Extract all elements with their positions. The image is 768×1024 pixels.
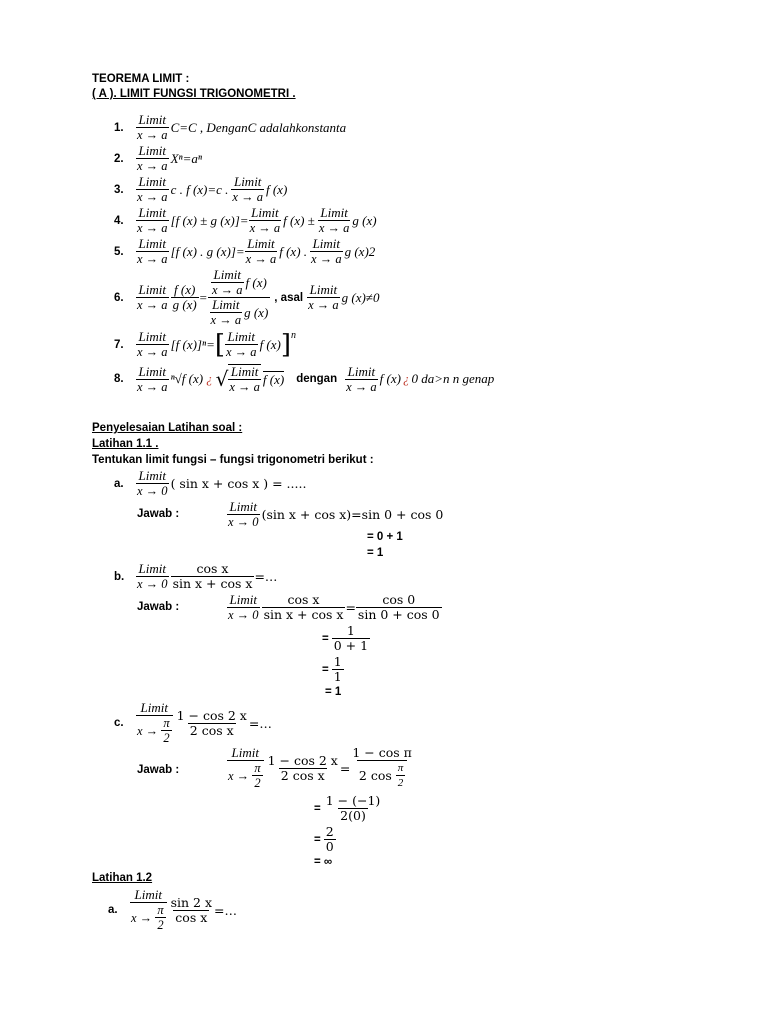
- theorem-number: 5.: [114, 245, 124, 258]
- answer-a-line-1: [227, 500, 443, 529]
- answer-c-line-4: = ∞: [314, 856, 333, 868]
- limit-fraction: Limit x → a f (x) Limit x → a g (x): [208, 268, 271, 327]
- limit-operator: Limit x → a: [311, 236, 342, 266]
- theorem-6: [114, 268, 379, 327]
- latihan-1-2-heading: Latihan 1.2: [92, 872, 153, 884]
- fraction: $\frac{\cos 0}{\sin 0 + \cos 0}$: [357, 592, 440, 622]
- problem-label: a.: [108, 904, 118, 916]
- jawab-label: Jawab :: [137, 764, 180, 776]
- exponent: n: [291, 330, 297, 341]
- asal-label: , asal: [274, 291, 304, 304]
- problem-a: [114, 469, 306, 498]
- fraction: $\frac{f (x)}{g (x)}$: [172, 282, 197, 312]
- theorem-expression: 0 da>n n genap: [411, 371, 495, 386]
- limit-operator: Limit x → 0: [137, 468, 168, 498]
- theorem-number: 4.: [114, 214, 124, 227]
- theorem-expression: ⁿ√f (x): [170, 371, 204, 386]
- theorem-expression: Xⁿ=aⁿ: [170, 150, 202, 166]
- theorem-expression: f (x) ±: [283, 212, 315, 228]
- fraction: 1 − cos π 2 cos $\frac{\pi}{2}$: [352, 745, 412, 789]
- fraction: $\frac{2}{0}$: [325, 824, 334, 854]
- answer-a-line-3: = 1: [367, 547, 384, 559]
- limit-operator: Limit x → a: [249, 205, 281, 235]
- theorem-number: 7.: [114, 338, 124, 351]
- problem-b: [114, 562, 277, 591]
- limit-operator: Limit x → a: [137, 174, 168, 204]
- jawab-label: Jawab :: [137, 601, 180, 613]
- limit-operator: Limit x → a: [137, 236, 168, 266]
- limit-operator: Limit x → a: [346, 363, 377, 394]
- limit-operator: Limit x → a: [245, 236, 277, 266]
- theorem-expression: C=C , DenganC adalahkonstanta: [170, 119, 347, 135]
- theorem-expression: c . f (x)=c .: [170, 181, 229, 197]
- limit-operator: Limit x → 0: [137, 561, 168, 591]
- right-bracket: ]: [280, 329, 292, 360]
- limit-operator: Limit x → a: [308, 282, 339, 312]
- fraction: $\frac{\sin 2 x}{\text{cos x}}$: [170, 894, 212, 925]
- problem-label: b.: [114, 570, 125, 583]
- unknown-glyph: ¿: [402, 371, 410, 386]
- answer-c-line-1: Limit x → $\frac{\pi}{2}$ $\frac{1 - \cos 2 x}{\text{2 cos x}}$ = 1 − cos π 2 cos $\frac{\pi}{2}$: [228, 745, 412, 790]
- answer-a-line-2: = 0 + 1: [367, 531, 403, 543]
- limit-operator: Limit x → a: [137, 282, 168, 312]
- limit-operator: Limit x → a: [137, 363, 168, 394]
- theorem-expression: [f (x) ± g (x)]=: [170, 212, 249, 228]
- theorem-3: [114, 175, 287, 204]
- limit-operator: Limit x → $\frac{\pi}{2}$: [136, 701, 173, 745]
- fraction: $\frac{1 - \cos 2 x}{\text{2 cos x}}$: [176, 707, 247, 738]
- fraction: $\frac{1 - \cos 2 x}{\text{2 cos x}}$: [267, 752, 338, 783]
- fraction: $\frac{\text{cos x}}{\text{sin x + cos x}}$: [263, 592, 344, 622]
- instruction-text: Tentukan limit fungsi – fungsi trigonometri berikut :: [92, 454, 374, 466]
- limit-operator: Limit x → a: [318, 205, 350, 235]
- problem-c: [114, 701, 272, 745]
- fraction: $\frac{1 - (-1)}{2(0)}$: [325, 793, 381, 823]
- limit-operator: Limit x → $\frac{\pi}{2}$: [227, 746, 264, 790]
- theorem-expression: g (x): [352, 212, 377, 228]
- theorem-expression: f (x): [265, 181, 288, 197]
- theorem-number: 8.: [114, 373, 124, 385]
- doc-title: TEOREMA LIMIT :: [92, 73, 190, 85]
- theorem-expression: [f (x) . g (x)]=: [170, 243, 245, 259]
- limit-operator: Limit x → a: [137, 329, 168, 359]
- limit-operator: Limit x → 0: [228, 499, 259, 529]
- problem-expression: ( sin x + cos x ) = .....: [170, 476, 307, 491]
- theorem-5: [114, 237, 375, 266]
- unknown-glyph: ¿: [206, 371, 213, 386]
- problem-tail: =…: [248, 715, 272, 731]
- limit-operator: Limit x → a: [137, 112, 168, 142]
- answer-c-line-2: = $\frac{1 - (-1)}{2(0)}$: [314, 793, 381, 823]
- theorem-1: [114, 113, 346, 142]
- problem-1-2-a: [108, 888, 237, 932]
- dengan-label: dengan: [296, 373, 338, 385]
- doc-subtitle: ( A ). LIMIT FUNGSI TRIGONOMETRI .: [92, 88, 296, 100]
- theorem-2: [114, 144, 202, 173]
- theorem-number: 6.: [114, 291, 124, 304]
- theorem-expression: f (x): [259, 336, 281, 352]
- answer-b-line-2: = $\frac{1}{0 + 1}$: [322, 623, 369, 653]
- problem-tail: =…: [254, 569, 278, 584]
- answer-b-line-3: = $\frac{1}{1}$: [322, 654, 342, 684]
- answer-b-line-4: = 1: [325, 686, 342, 698]
- left-bracket: [: [214, 329, 225, 360]
- jawab-label: Jawab :: [137, 508, 180, 520]
- theorem-number: 1.: [114, 121, 124, 134]
- limit-operator: Limit x → a: [137, 143, 168, 173]
- fraction: $\frac{\text{cos x}}{\text{sin x + cos x}}$: [172, 561, 253, 591]
- theorem-number: 2.: [114, 152, 124, 165]
- limit-operator: Limit x → 0: [228, 592, 259, 622]
- answer-c-line-3: = $\frac{2}{0}$: [314, 824, 334, 854]
- theorem-expression: g (x)2: [344, 243, 376, 259]
- theorem-7: [114, 330, 296, 359]
- root-sign: √: [215, 367, 229, 391]
- problem-label: a.: [114, 477, 124, 490]
- theorem-expression: f (x) .: [279, 243, 308, 259]
- theorem-8: [114, 364, 494, 394]
- fraction: $\frac{1}{1}$: [333, 654, 342, 684]
- latihan-1-1-heading: Latihan 1.1 .: [92, 438, 159, 450]
- limit-operator: Limit x → a: [232, 174, 263, 204]
- fraction: $\frac{1}{0 + 1}$: [333, 623, 369, 653]
- limit-operator: Limit x → a: [137, 205, 168, 235]
- theorem-expression: f (x): [379, 371, 401, 386]
- theorem-expression: f (x): [262, 371, 285, 387]
- answer-b-line-1: Limit x → 0 $\frac{\text{cos x}}{\text{sin x + cos x}}$ = $\frac{\cos 0}{\sin 0 + \cos 0}$: [228, 592, 440, 622]
- limit-operator: Limit x → $\frac{\pi}{2}$: [130, 888, 167, 932]
- theorem-expression: [f (x)]ⁿ=: [170, 336, 215, 352]
- theorem-4: [114, 206, 377, 235]
- problem-tail: =…: [214, 902, 237, 918]
- section-title: Penyelesaian Latihan soal :: [92, 422, 243, 434]
- theorem-expression: g (x)≠0: [341, 289, 380, 305]
- limit-operator: Limit x → a: [226, 329, 257, 359]
- problem-label: c.: [114, 717, 124, 729]
- theorem-number: 3.: [114, 183, 124, 196]
- limit-operator: Limit x → a: [229, 364, 260, 394]
- equals-sign: =: [198, 289, 208, 305]
- answer-expression: (sin x + cos x)=sin 0 + cos 0: [261, 507, 444, 522]
